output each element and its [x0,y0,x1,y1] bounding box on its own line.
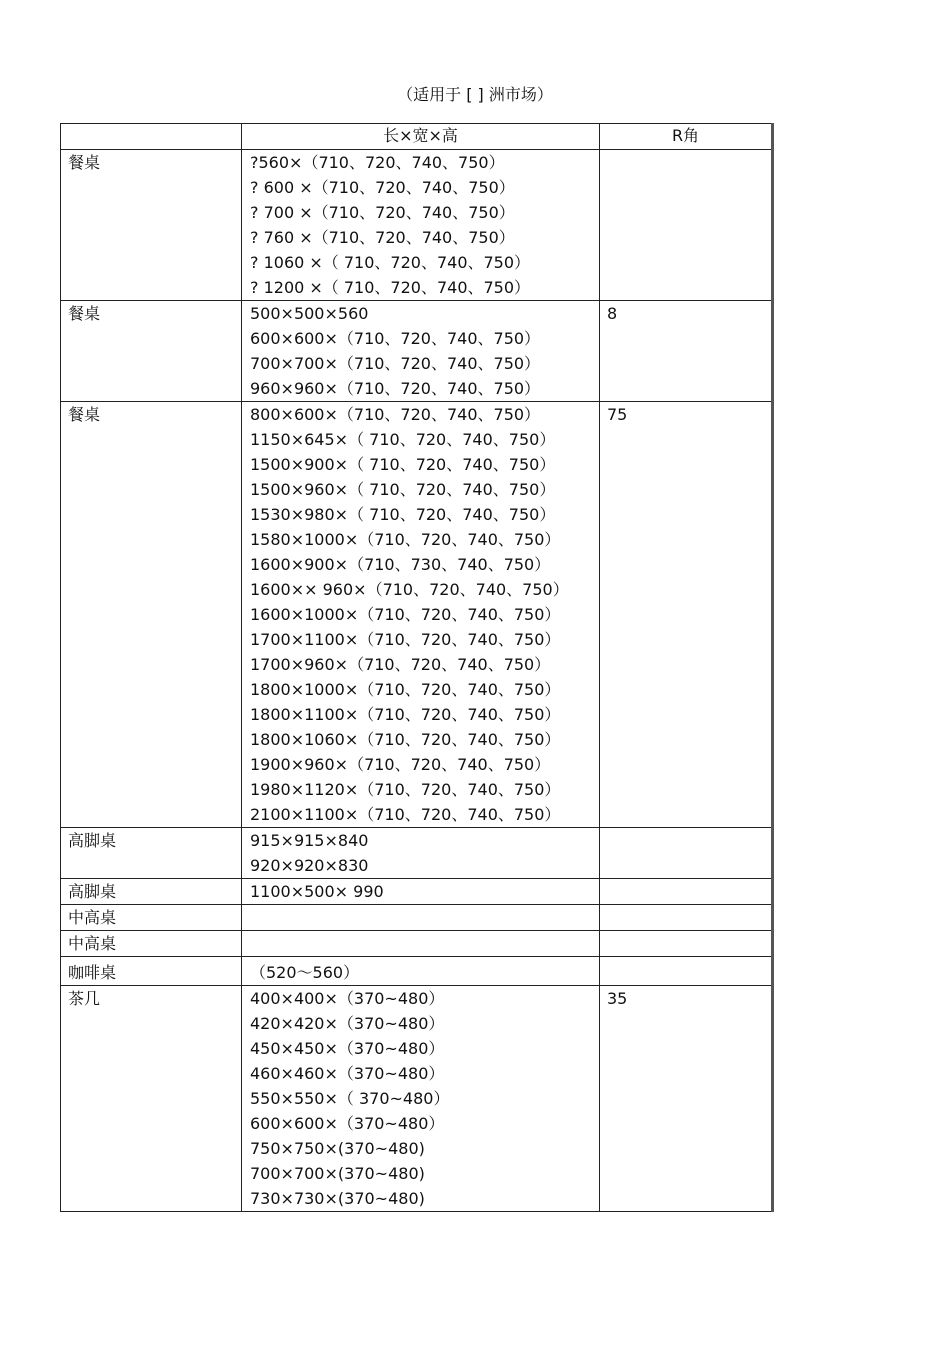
item-name-cell: 茶几 [61,986,242,1212]
dimension-line: 1580×1000×（710、720、740、750） [250,530,561,549]
dimension-line: 450×450×（370~480） [250,1039,445,1058]
item-name-cell: 餐桌 [61,402,242,828]
table-row [61,905,773,931]
dimension-line: 1100×500× 990 [250,882,384,901]
dimension-line: ? 600 ×（710、720、740、750） [250,178,515,197]
table-row [61,150,773,301]
dimension-line: ? 1060 ×（ 710、720、740、750） [250,253,531,272]
dimension-line: 1600×900×（710、730、740、750） [250,555,551,574]
dimension-line: 730×730×(370~480) [250,1189,425,1208]
table-row [61,402,773,828]
dimension-line: 915×915×840 [250,831,369,850]
table-row [61,879,773,905]
dimension-line: 1500×960×（ 710、720、740、750） [250,480,556,499]
dimension-line: 960×960×（710、720、740、750） [250,379,541,398]
dimension-line: 1980×1120×（710、720、740、750） [250,780,561,799]
dimensions-cell [242,301,600,402]
table-row [61,828,773,879]
dimension-line: 800×600×（710、720、740、750） [250,405,541,424]
dimension-line: 420×420×（370~480） [250,1014,445,1033]
r-corner-cell [600,931,773,957]
item-name-cell: 咖啡桌 [61,957,242,986]
dimension-line [250,905,599,930]
dimension-line [250,931,599,956]
dimension-line: ? 760 ×（710、720、740、750） [250,228,515,247]
dimensions-cell [242,150,600,301]
dimensions-cell [242,828,600,879]
dimension-line: 1800×1060×（710、720、740、750） [250,730,561,749]
dimension-line: （520～560） [250,963,360,982]
dimension-line: 1600×× 960×（710、720、740、750） [250,580,569,599]
dimension-line: 750×750×(370~480) [250,1139,425,1158]
furniture-dimension-table [60,123,774,1212]
r-corner-cell [600,828,773,879]
dimension-line: 2100×1100×（710、720、740、750） [250,805,561,824]
r-corner-cell: 8 [600,301,773,402]
dimensions-cell [242,986,600,1212]
item-name-cell: 中高桌 [61,905,242,931]
dimension-line: 500×500×560 [250,304,369,323]
item-name-cell: 餐桌 [61,150,242,301]
dimension-line: 400×400×（370~480） [250,989,445,1008]
table-row [61,986,773,1212]
dimension-line: 1700×960×（710、720、740、750） [250,655,551,674]
dimensions-cell [242,402,600,828]
dimension-line: 1800×1000×（710、720、740、750） [250,680,561,699]
dimension-line: 600×600×（710、720、740、750） [250,329,541,348]
dimension-line: 1500×900×（ 710、720、740、750） [250,455,556,474]
r-corner-cell [600,879,773,905]
dimension-line: 1150×645×（ 710、720、740、750） [250,430,556,449]
dimension-line: 920×920×830 [250,856,369,875]
dimension-line: ? 700 ×（710、720、740、750） [250,203,515,222]
header-r-corner: R角 [600,124,773,150]
table-row [61,957,773,986]
dimension-line: 700×700×（710、720、740、750） [250,354,541,373]
table-header-row [61,124,773,150]
dimension-line: 550×550×（ 370~480） [250,1089,450,1108]
item-name-cell: 中高桌 [61,931,242,957]
dimensions-cell [242,931,600,957]
table-body [61,150,773,1212]
page-title: （适用于 [ ] 洲市场） [397,85,553,104]
dimension-line: 1700×1100×（710、720、740、750） [250,630,561,649]
dimensions-cell [242,905,600,931]
dimension-line: ? 1200 ×（ 710、720、740、750） [250,278,531,297]
dimensions-cell [242,879,600,905]
r-corner-cell [600,905,773,931]
dimension-line: 700×700×(370~480) [250,1164,425,1183]
dimension-line: 1800×1100×（710、720、740、750） [250,705,561,724]
r-corner-cell: 75 [600,402,773,828]
item-name-cell: 高脚桌 [61,879,242,905]
r-corner-cell [600,150,773,301]
dimensions-cell [242,957,600,986]
table-row [61,931,773,957]
r-corner-cell: 35 [600,986,773,1212]
dimension-line: 460×460×（370~480） [250,1064,445,1083]
dimension-line: 1600×1000×（710、720、740、750） [250,605,561,624]
dimension-line: ?560×（710、720、740、750） [250,153,505,172]
dimension-line: 1530×980×（ 710、720、740、750） [250,505,556,524]
table-row [61,301,773,402]
dimension-line: 600×600×（370~480） [250,1114,445,1133]
header-dimensions: 长×宽×高 [242,124,600,150]
item-name-cell: 高脚桌 [61,828,242,879]
item-name-cell: 餐桌 [61,301,242,402]
header-item-name [61,124,242,150]
r-corner-cell [600,957,773,986]
dimension-line: 1900×960×（710、720、740、750） [250,755,551,774]
